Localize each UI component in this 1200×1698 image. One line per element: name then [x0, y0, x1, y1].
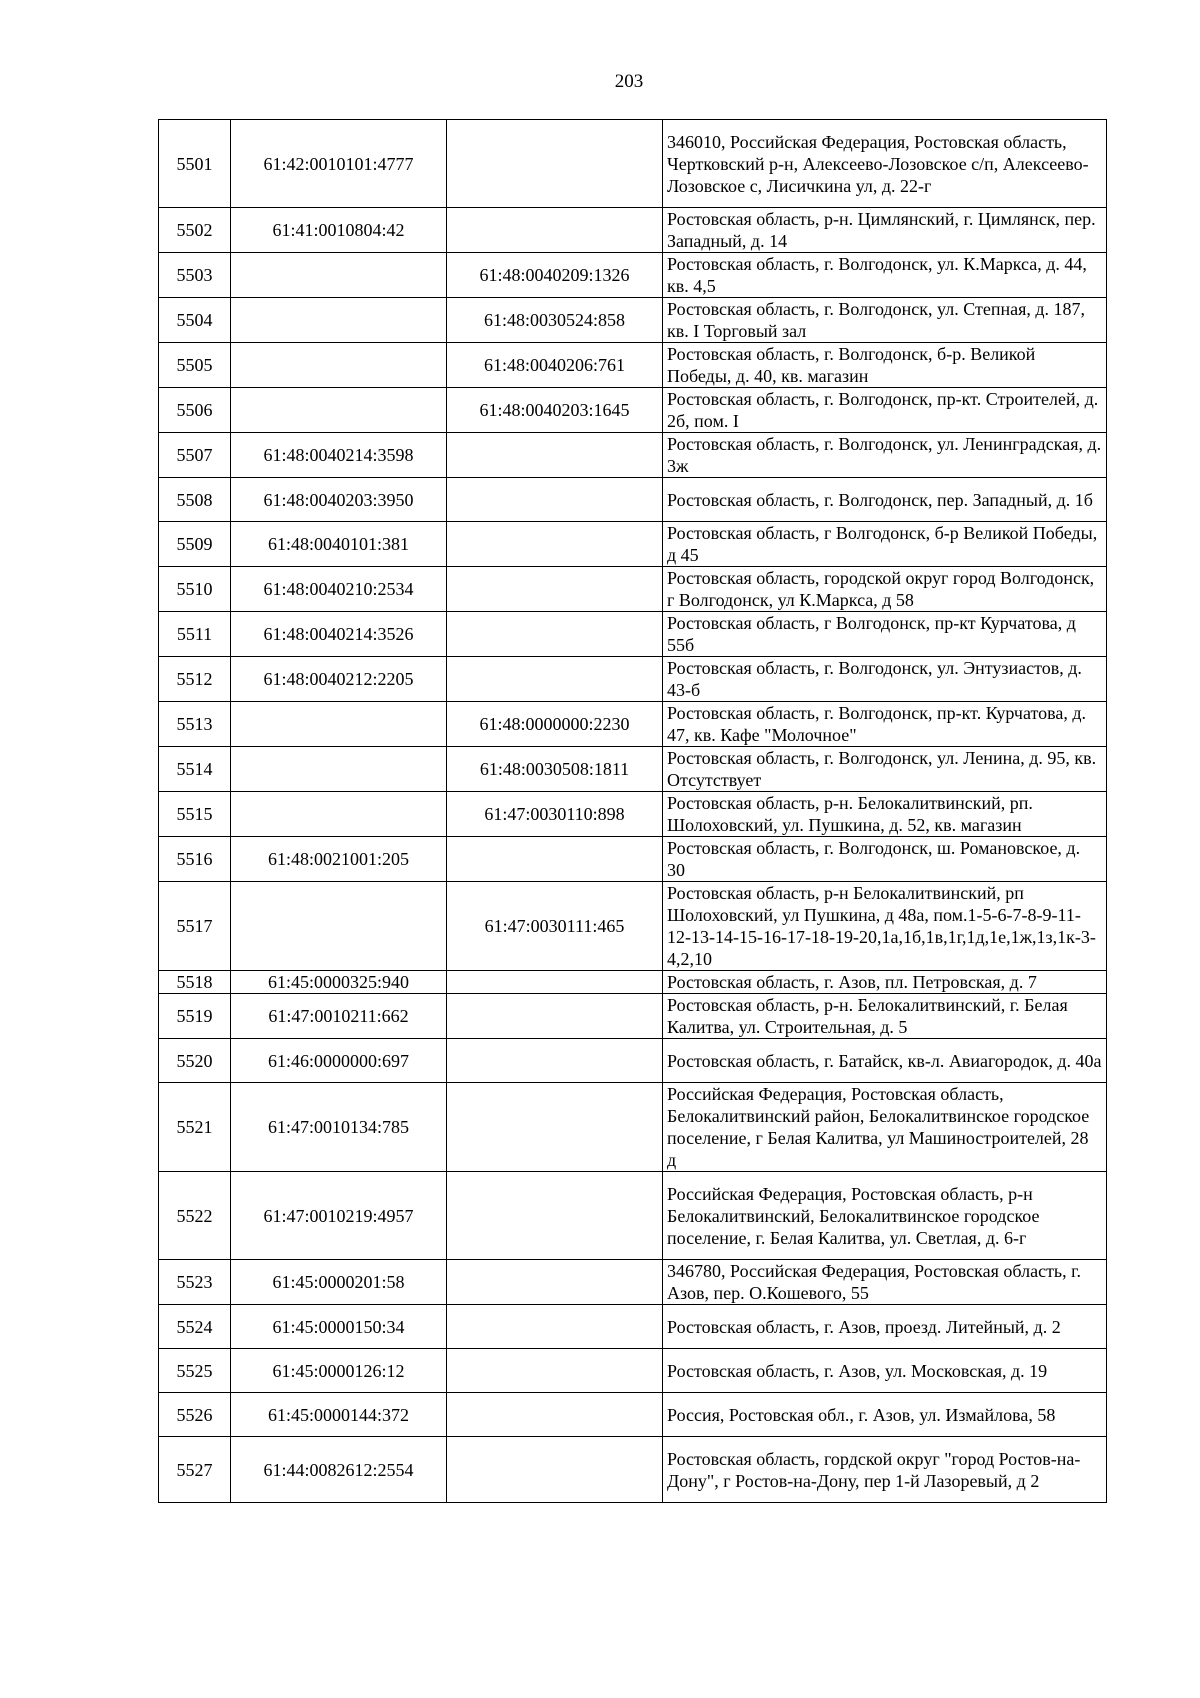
table-row: [159, 882, 1107, 971]
cadastral-number-primary: 61:45:0000126:12: [231, 1349, 447, 1393]
cadastral-number-primary: 61:48:0040214:3598: [231, 433, 447, 478]
address-cell: Ростовская область, г. Волгодонск, пр-кт. Курчатова, д. 47, кв. Кафе "Молочное": [663, 702, 1107, 747]
cadastral-number-primary: [231, 388, 447, 433]
address-cell: Россия, Ростовская обл., г. Азов, ул. Измайлова, 58: [663, 1393, 1107, 1437]
address-cell: Ростовская область, г. Азов, пл. Петровская, д. 7: [663, 971, 1107, 994]
row-number: 5526: [159, 1393, 231, 1437]
address-cell: Ростовская область, г. Волгодонск, пр-кт. Строителей, д. 2б, пом. I: [663, 388, 1107, 433]
table-row: [159, 747, 1107, 792]
cadastral-number-secondary: 61:47:0030110:898: [447, 792, 663, 837]
table-row: [159, 388, 1107, 433]
address-cell: Ростовская область, г. Волгодонск, б-р. Великой Победы, д. 40, кв. магазин: [663, 343, 1107, 388]
row-number: 5519: [159, 994, 231, 1039]
cadastral-number-secondary: [447, 567, 663, 612]
address-cell: Ростовская область, р-н. Белокалитвинский, рп. Шолоховский, ул. Пушкина, д. 52, кв. магазин: [663, 792, 1107, 837]
address-cell: Ростовская область, г. Азов, ул. Московская, д. 19: [663, 1349, 1107, 1393]
row-number: 5509: [159, 522, 231, 567]
cadastral-number-primary: 61:47:0010134:785: [231, 1083, 447, 1172]
address-cell: Ростовская область, г Волгодонск, б-р Великой Победы, д 45: [663, 522, 1107, 567]
row-number: 5521: [159, 1083, 231, 1172]
row-number: 5514: [159, 747, 231, 792]
cadastral-number-primary: 61:45:0000150:34: [231, 1305, 447, 1349]
table-row: [159, 837, 1107, 882]
cadastral-number-primary: 61:47:0010219:4957: [231, 1172, 447, 1260]
address-cell: Ростовская область, г Волгодонск, пр-кт Курчатова, д 55б: [663, 612, 1107, 657]
row-number: 5511: [159, 612, 231, 657]
cadastral-number-secondary: [447, 478, 663, 522]
row-number: 5527: [159, 1437, 231, 1503]
row-number: 5516: [159, 837, 231, 882]
cadastral-number-secondary: 61:48:0000000:2230: [447, 702, 663, 747]
table-row: [159, 1039, 1107, 1083]
row-number: 5507: [159, 433, 231, 478]
row-number: 5517: [159, 882, 231, 971]
address-cell: Ростовская область, р-н. Белокалитвинский, г. Белая Калитва, ул. Строительная, д. 5: [663, 994, 1107, 1039]
cadastral-number-secondary: [447, 1393, 663, 1437]
cadastral-number-primary: 61:48:0040214:3526: [231, 612, 447, 657]
table-row: [159, 433, 1107, 478]
cadastral-number-secondary: [447, 612, 663, 657]
cadastral-number-primary: 61:45:0000144:372: [231, 1393, 447, 1437]
address-cell: 346780, Российская Федерация, Ростовская область, г. Азов, пер. О.Кошевого, 55: [663, 1260, 1107, 1305]
table-row: [159, 478, 1107, 522]
cadastral-number-primary: [231, 792, 447, 837]
registry-table: [158, 119, 1107, 1503]
row-number: 5525: [159, 1349, 231, 1393]
cadastral-number-secondary: [447, 433, 663, 478]
table-row: [159, 1305, 1107, 1349]
table-row: [159, 612, 1107, 657]
table-row: [159, 1349, 1107, 1393]
cadastral-number-primary: 61:48:0040101:381: [231, 522, 447, 567]
table-row: [159, 994, 1107, 1039]
table-row: [159, 971, 1107, 994]
cadastral-number-secondary: [447, 1305, 663, 1349]
cadastral-number-secondary: [447, 1349, 663, 1393]
table-row: [159, 567, 1107, 612]
cadastral-number-primary: 61:45:0000325:940: [231, 971, 447, 994]
row-number: 5518: [159, 971, 231, 994]
address-cell: Ростовская область, р-н Белокалитвинский, рп Шолоховский, ул Пушкина, д 48а, пом.1-5-6-7-8-9-11-12-13-14-15-16-17-18-19-20,1а,1б,1в,1г,1д,1е,1ж,1з,1к-3-4,2,10: [663, 882, 1107, 971]
row-number: 5505: [159, 343, 231, 388]
row-number: 5501: [159, 120, 231, 208]
table-row: [159, 657, 1107, 702]
address-cell: Российская Федерация, Ростовская область, р-н Белокалитвинский, Белокалитвинское городское поселение, г. Белая Калитва, ул. Светлая, д. 6-г: [663, 1172, 1107, 1260]
cadastral-number-secondary: [447, 522, 663, 567]
cadastral-number-primary: [231, 882, 447, 971]
address-cell: Ростовская область, г. Волгодонск, ш. Романовское, д. 30: [663, 837, 1107, 882]
cadastral-number-primary: [231, 298, 447, 343]
page-number: 203: [614, 71, 644, 92]
address-cell: Ростовская область, городской округ город Волгодонск, г Волгодонск, ул К.Маркса, д 58: [663, 567, 1107, 612]
cadastral-number-primary: [231, 253, 447, 298]
table-row: [159, 1260, 1107, 1305]
address-cell: Российская Федерация, Ростовская область, Белокалитвинский район, Белокалитвинское городское поселение, г Белая Калитва, ул Машиностроителей, 28 д: [663, 1083, 1107, 1172]
cadastral-number-primary: 61:48:0040210:2534: [231, 567, 447, 612]
cadastral-number-primary: 61:47:0010211:662: [231, 994, 447, 1039]
row-number: 5504: [159, 298, 231, 343]
address-cell: Ростовская область, г. Волгодонск, ул. Энтузиастов, д. 43-б: [663, 657, 1107, 702]
address-cell: Ростовская область, г. Азов, проезд. Литейный, д. 2: [663, 1305, 1107, 1349]
cadastral-number-secondary: 61:48:0040203:1645: [447, 388, 663, 433]
address-cell: Ростовская область, г. Батайск, кв-л. Авиагородок, д. 40а: [663, 1039, 1107, 1083]
address-cell: Ростовская область, г. Волгодонск, ул. Ленинградская, д. 3ж: [663, 433, 1107, 478]
cadastral-number-primary: [231, 747, 447, 792]
cadastral-number-secondary: 61:48:0040206:761: [447, 343, 663, 388]
row-number: 5522: [159, 1172, 231, 1260]
cadastral-number-primary: 61:48:0040212:2205: [231, 657, 447, 702]
cadastral-number-primary: 61:41:0010804:42: [231, 208, 447, 253]
table-row: [159, 120, 1107, 208]
registry-table-body: [159, 120, 1107, 1503]
cadastral-number-secondary: 61:48:0040209:1326: [447, 253, 663, 298]
cadastral-number-primary: 61:42:0010101:4777: [231, 120, 447, 208]
table-row: [159, 208, 1107, 253]
cadastral-number-secondary: [447, 994, 663, 1039]
cadastral-number-secondary: [447, 971, 663, 994]
cadastral-number-secondary: [447, 208, 663, 253]
row-number: 5515: [159, 792, 231, 837]
row-number: 5506: [159, 388, 231, 433]
cadastral-number-secondary: [447, 1039, 663, 1083]
address-cell: Ростовская область, г. Волгодонск, ул. К.Маркса, д. 44, кв. 4,5: [663, 253, 1107, 298]
cadastral-number-secondary: [447, 657, 663, 702]
row-number: 5503: [159, 253, 231, 298]
cadastral-number-primary: [231, 702, 447, 747]
row-number: 5502: [159, 208, 231, 253]
cadastral-number-primary: 61:46:0000000:697: [231, 1039, 447, 1083]
cadastral-number-secondary: 61:48:0030508:1811: [447, 747, 663, 792]
table-row: [159, 298, 1107, 343]
address-cell: Ростовская область, г. Волгодонск, ул. Ленина, д. 95, кв. Отсутствует: [663, 747, 1107, 792]
table-row: [159, 253, 1107, 298]
cadastral-number-secondary: 61:48:0030524:858: [447, 298, 663, 343]
table-row: [159, 1437, 1107, 1503]
table-row: [159, 1172, 1107, 1260]
row-number: 5508: [159, 478, 231, 522]
cadastral-number-primary: 61:48:0040203:3950: [231, 478, 447, 522]
row-number: 5513: [159, 702, 231, 747]
table-row: [159, 343, 1107, 388]
address-cell: Ростовская область, гордской округ "город Ростов-на-Дону", г Ростов-на-Дону, пер 1-й Лазоревый, д 2: [663, 1437, 1107, 1503]
row-number: 5523: [159, 1260, 231, 1305]
row-number: 5520: [159, 1039, 231, 1083]
table-row: [159, 792, 1107, 837]
address-cell: 346010, Российская Федерация, Ростовская область, Чертковский р-н, Алексеево-Лозовское с/п, Алексеево-Лозовское с, Лисичкина ул, д. 22-г: [663, 120, 1107, 208]
cadastral-number-primary: 61:48:0021001:205: [231, 837, 447, 882]
table-row: [159, 522, 1107, 567]
cadastral-number-secondary: [447, 837, 663, 882]
row-number: 5524: [159, 1305, 231, 1349]
row-number: 5512: [159, 657, 231, 702]
cadastral-number-secondary: [447, 1172, 663, 1260]
table-row: [159, 1083, 1107, 1172]
address-cell: Ростовская область, г. Волгодонск, пер. Западный, д. 1б: [663, 478, 1107, 522]
cadastral-number-secondary: [447, 120, 663, 208]
cadastral-number-primary: [231, 343, 447, 388]
row-number: 5510: [159, 567, 231, 612]
cadastral-number-secondary: [447, 1260, 663, 1305]
cadastral-number-secondary: 61:47:0030111:465: [447, 882, 663, 971]
address-cell: Ростовская область, г. Волгодонск, ул. Степная, д. 187, кв. I Торговый зал: [663, 298, 1107, 343]
cadastral-number-secondary: [447, 1437, 663, 1503]
table-row: [159, 1393, 1107, 1437]
cadastral-number-primary: 61:44:0082612:2554: [231, 1437, 447, 1503]
cadastral-number-secondary: [447, 1083, 663, 1172]
cadastral-number-primary: 61:45:0000201:58: [231, 1260, 447, 1305]
table-row: [159, 702, 1107, 747]
address-cell: Ростовская область, р-н. Цимлянский, г. Цимлянск, пер. Западный, д. 14: [663, 208, 1107, 253]
